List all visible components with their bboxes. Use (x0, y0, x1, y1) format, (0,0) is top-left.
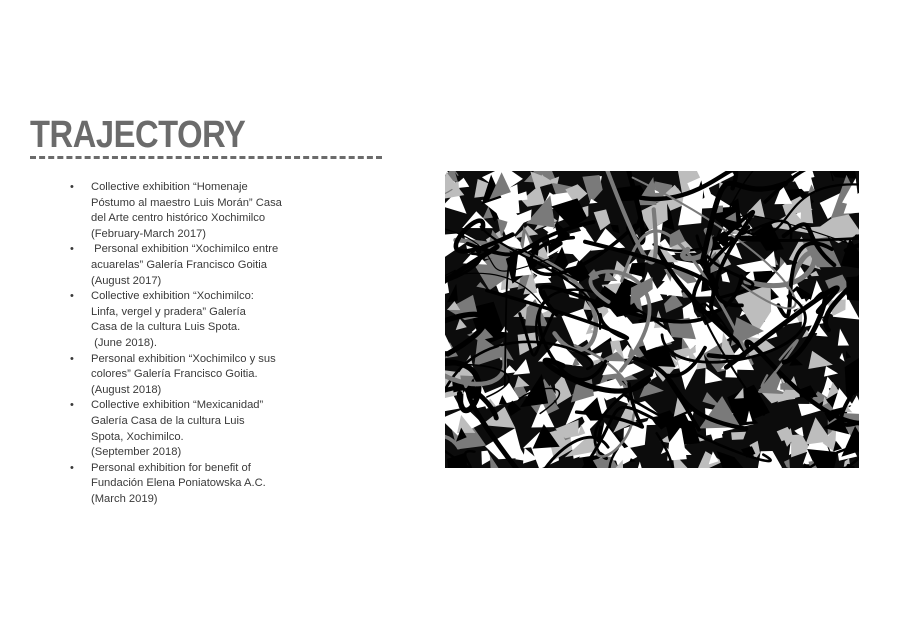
entry-line: Collective exhibition “Xochimilco: (91, 290, 254, 303)
bullet-icon: • (70, 243, 74, 256)
entry-line: (August 2018) (91, 383, 162, 396)
abstract-artwork (445, 171, 859, 468)
entry-line: Casa de la cultura Luis Spota. (91, 321, 241, 334)
entry-line: Personal exhibition “Xochimilco entre (91, 243, 279, 256)
entry-line: Galería Casa de la cultura Luis (91, 414, 245, 427)
entry-line: Linfa, vergel y pradera” Galería (91, 305, 246, 318)
entry-line: (August 2017) (91, 274, 162, 287)
entry-line: Collective exhibition “Homenaje (91, 181, 248, 193)
entry-line: colores” Galería Francisco Goitia. (91, 368, 258, 381)
bullet-icon: • (70, 461, 74, 474)
entry-line: (March 2019) (91, 492, 158, 505)
entry-line: del Arte centro histórico Xochimilco (91, 212, 266, 225)
bullet-icon: • (70, 181, 74, 193)
bullet-icon: • (70, 352, 74, 365)
title-divider (30, 156, 382, 159)
list-item (68, 461, 308, 508)
list-item (68, 352, 308, 399)
list-item (68, 398, 308, 460)
entry-line: (September 2018) (91, 446, 182, 459)
entry-line: Personal exhibition “Xochimilco y sus (91, 352, 276, 365)
artwork-image (445, 171, 859, 468)
page-title: TRAJECTORY (30, 114, 246, 156)
entry-line: Personal exhibition for benefit of (91, 461, 251, 474)
entry-line: Collective exhibition “Mexicanidad” (91, 399, 264, 412)
trajectory-list (68, 180, 308, 507)
entry-line: (February-March 2017) (91, 227, 207, 240)
bullet-icon: • (70, 290, 74, 303)
list-item (68, 242, 308, 289)
entry-line: Fundación Elena Poniatowska A.C. (91, 477, 266, 490)
list-item (68, 180, 308, 242)
entry-line: Spota, Xochimilco. (91, 430, 184, 443)
entry-line: acuarelas” Galería Francisco Goitia (91, 258, 267, 271)
bullet-icon: • (70, 399, 74, 412)
list-item (68, 289, 308, 351)
entry-line: (June 2018). (91, 336, 157, 349)
entry-line: Póstumo al maestro Luis Morán” Casa (91, 196, 282, 209)
